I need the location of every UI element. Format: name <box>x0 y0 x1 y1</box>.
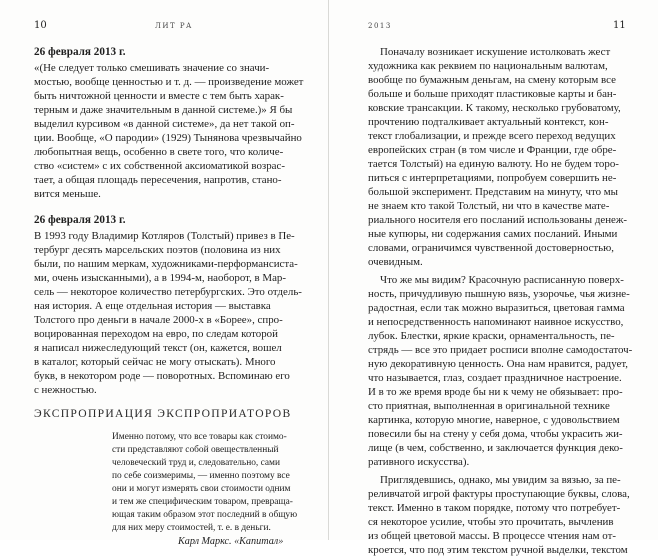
epigraph-line: сти представляют собой овеществленный <box>112 445 279 455</box>
text-line: ную декоративную ценность. Она нам нравится, радует, <box>368 358 628 370</box>
right-page <box>329 0 658 556</box>
text-line: В 1993 году Владимир Котляров (Толстый) привез в Пе- <box>34 230 295 242</box>
text-line: тербург десять марсельских поэтов (половина из них <box>34 244 281 256</box>
text-line: картинка, которую многие, наверное, с удовольствием <box>368 414 620 426</box>
text-line: Что же мы видим? Красочную расписанную поверх- <box>380 274 624 286</box>
running-head-right: 2013 <box>368 22 392 30</box>
page-number-left: 10 <box>34 20 47 31</box>
text-line: большой эксперимент. Представим на минуту, что мы <box>368 186 618 198</box>
text-line: ная история. А еще отдельная история — выставка <box>34 300 271 312</box>
text-line: мостью, вообще ценностью и т. д. — произведение может <box>34 76 304 88</box>
text-line: Поначалу возникает искушение истолковать жест <box>380 46 611 58</box>
text-line: не знаем кто такой Толстый, ни что в качестве мате- <box>368 200 610 212</box>
text-line: воцированная переходом на евро, по следам которой <box>34 328 278 340</box>
epigraph-line: и тем же специфическим товаром, превраща- <box>112 497 293 507</box>
page-number-right: 11 <box>613 20 626 31</box>
text-line: реливчатой игрой фактуры проступающие буквы, слова, <box>368 488 630 500</box>
text-line: ся некоторое усилие, чтобы это прочитать, вычленив <box>368 516 614 528</box>
text-line: сель — некоторое количество петербургских. Это отдель- <box>34 286 302 298</box>
text-line: ство «систем» с их собственной аксиоматикой возрас- <box>34 160 285 172</box>
running-head-left: ЛИТ РА <box>155 22 193 30</box>
text-line: тает, а общая площадь пересечения, напротив, стано- <box>34 174 282 186</box>
text-line: риального носителя его посланий использованы денеж- <box>368 214 628 226</box>
text-line: ративного искусства). <box>368 456 470 468</box>
text-line: вообще по бумажным деньгам, на смену которым все <box>368 74 616 86</box>
text-line: ми, очень изысканными), а в 1994-м, наоборот, в Мар- <box>34 272 287 284</box>
text-line: тается Толстый) на единую валюту. Но не будем торо- <box>368 158 619 170</box>
text-line: больше и больше приходят пластиковые карты и бан- <box>368 88 617 100</box>
epigraph-line: для них меру стоимостей, т. е. в деньги. <box>112 523 271 533</box>
epigraph-attribution: Карл Маркс. «Капитал» <box>178 536 284 547</box>
text-line: я написал нижеследующий текст (он, кажется, вошел <box>34 342 282 354</box>
text-line: питься с интерпретациями, попробуем совершить не- <box>368 172 617 184</box>
text-line: словами, ограничимся чувственной достоверностью, <box>368 242 614 254</box>
epigraph-line: ющая таким образом этот последний в общую <box>112 510 298 520</box>
text-line: «(Не следует только смешивать значение со значи- <box>34 62 270 74</box>
text-line: что называется, глаз, создает праздничное настроение. <box>368 372 622 384</box>
text-line: европейских стран (в том числе и Франции, где обре- <box>368 144 617 156</box>
text-line: и непосредственность напоминают наивное искусство, <box>368 316 624 328</box>
text-line: сто приятная, выполненная в оригинальной технике <box>368 400 610 412</box>
text-line: текст. Именно в таком порядке, потому что потребует- <box>368 502 621 514</box>
epigraph-line: Именно потому, что все товары как стоимо- <box>112 432 287 442</box>
text-line: текст глобализации, и прежде всего переход ведущих <box>368 130 616 142</box>
epigraph-line: человеческий труд и, следовательно, сами <box>112 458 280 468</box>
text-line: очевидным. <box>368 256 423 268</box>
text-line: повесили бы на стену у себя дома, чтобы украсить жи- <box>368 428 623 440</box>
text-line: с нежностью. <box>34 384 97 396</box>
text-line: любопытная вещь, особенно в свете того, что количе- <box>34 146 284 158</box>
text-line: радостная, если так можно выразиться, цветовая гамма <box>368 302 625 314</box>
text-line: лище (в чем, собственно, и заключается функция деко- <box>368 442 623 454</box>
text-line: были, по нашим меркам, художниками-перформансиста- <box>34 258 298 270</box>
text-line: букв, в некотором роде — поворотных. Вспоминаю его <box>34 370 290 382</box>
text-line: ции. Вообще, «О пародии» (1929) Тынянова чрезвычайно <box>34 132 302 144</box>
text-line: лубок. Блестки, яркие краски, орнаментальность, пе- <box>368 330 615 342</box>
text-line: вится меньше. <box>34 188 101 200</box>
entry-date: 26 февраля 2013 г. <box>34 214 126 226</box>
text-line: Толстого про деньги в начале 2000-х в «Борее», спро- <box>34 314 283 326</box>
text-line: ные купюры, ни содержания самих посланий. Иными <box>368 228 618 240</box>
text-line: быть ничтожной ценности и вместе с тем быть харак- <box>34 90 284 102</box>
epigraph-line: они и могут измерять свои стоимости одним <box>112 484 291 494</box>
text-line: прочтению подталкивает актуальный контекст, кон- <box>368 116 609 128</box>
text-line: И в то же время вроде бы ни к чему не обязывает: про- <box>368 386 623 398</box>
entry-date: 26 февраля 2013 г. <box>34 46 126 58</box>
text-line: художника как реквием по национальным валютам, <box>368 60 608 72</box>
left-page <box>0 0 329 547</box>
text-line: стрядь — все это придает росписи вполне самодостаточ- <box>368 344 633 356</box>
text-line: Приглядевшись, однако, мы увидим за вязью, за пе- <box>380 474 621 486</box>
text-line: кроется, что под этим текстом ручной выделки, текстом <box>368 544 628 556</box>
text-line: из общей цветовой массы. В процессе чтения нам от- <box>368 530 616 542</box>
text-line: в каталог, который сейчас не могу отыскать). Много <box>34 356 276 368</box>
epigraph-line: по себе соизмеримы, — именно поэтому все <box>112 471 290 481</box>
text-line: терным и даже значительным в данной системе.)» Я бы <box>34 104 293 116</box>
text-line: выделил курсивом «в данной системе», да нет такой оп- <box>34 118 295 130</box>
text-line: ковские трансакции. К такому, несколько грубоватому, <box>368 102 621 114</box>
text-line: ность, причудливую пышную вязь, узорочье, чья жизне- <box>368 288 630 300</box>
section-heading: ЭКСПРОПРИАЦИЯ ЭКСПРОПРИАТОРОВ <box>34 407 292 420</box>
